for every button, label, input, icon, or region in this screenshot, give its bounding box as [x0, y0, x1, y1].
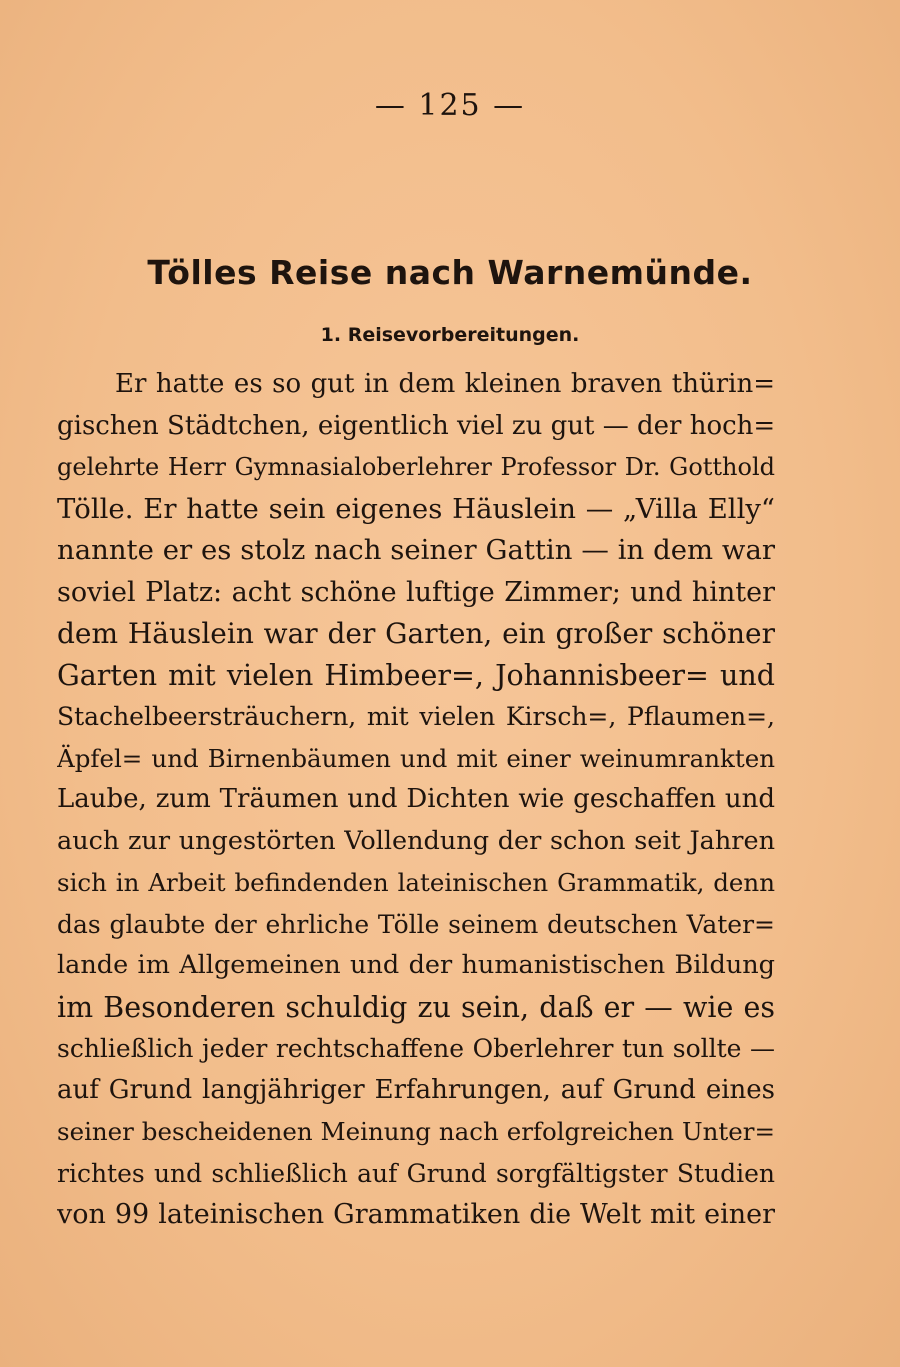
text-line: sich in Arbeit befindenden lateinischen Grammatik, denn [57, 868, 775, 897]
text-line: seiner bescheidenen Meinung nach erfolgreichen Unter= [57, 1117, 775, 1146]
body-text [57, 364, 775, 1236]
text-line: gelehrte Herr Gymnasialoberlehrer Professor Dr. Gotthold [57, 453, 775, 481]
chapter-title: Tölles Reise nach Warnemünde. [147, 253, 753, 292]
text-line: gischen Städtchen, eigentlich viel zu gut — der hoch= [57, 410, 775, 441]
text-line: richtes und schließlich auf Grund sorgfältigster Studien [57, 1158, 775, 1188]
text-line: Er hatte es so gut in dem kleinen braven thürin= [115, 369, 775, 399]
page-number: — 125 — [374, 88, 526, 123]
text-line: Äpfel= und Birnenbäumen und mit einer weinumrankten [57, 743, 775, 773]
text-line: von 99 lateinischen Grammatiken die Welt mit einer [57, 1199, 775, 1230]
text-line: im Besonderen schuldig zu sein, daß er — wie es [57, 990, 775, 1024]
text-line: Stachelbeersträuchern, mit vielen Kirsch=, Pflaumen=, [57, 702, 775, 731]
text-line: Tölle. Er hatte sein eigenes Häuslein — „Villa Elly“ [57, 492, 775, 525]
text-line: soviel Platz: acht schöne luftige Zimmer; und hinter [57, 576, 775, 608]
text-line: auch zur ungestörten Vollendung der schon seit Jahren [57, 825, 775, 856]
text-line: dem Häuslein war der Garten, ein großer schöner [57, 617, 775, 650]
text-line: Laube, zum Träumen und Dichten wie geschaffen und [57, 784, 775, 814]
text-line: lande im Allgemeinen und der humanistischen Bildung [57, 950, 775, 980]
text-line: Garten mit vielen Himbeer=, Johannisbeer= und [57, 658, 775, 692]
text-line: schließlich jeder rechtschaffene Oberlehrer tun sollte — [57, 1034, 775, 1063]
text-line: das glaubte der ehrliche Tölle seinem deutschen Vater= [57, 909, 775, 939]
text-line: auf Grund langjähriger Erfahrungen, auf Grund eines [57, 1074, 775, 1105]
section-title: 1. Reisevorbereitungen. [320, 324, 580, 346]
text-line: nannte er es stolz nach seiner Gattin — in dem war [57, 534, 775, 566]
